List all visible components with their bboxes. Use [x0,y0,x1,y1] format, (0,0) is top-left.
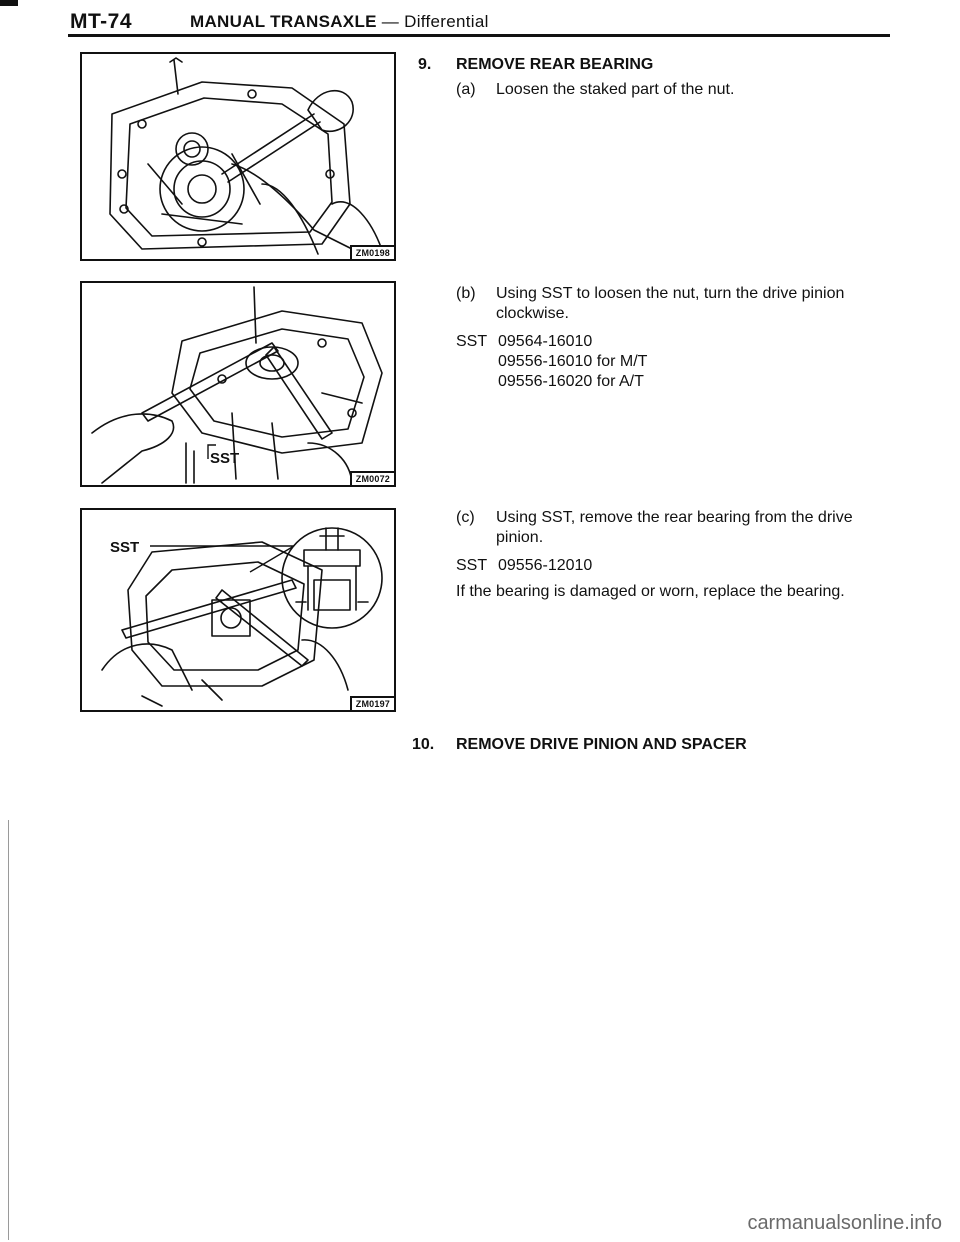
scan-edge-line [8,820,9,1240]
page-title [190,12,489,32]
figure-code: ZM0072 [350,471,394,485]
page-id: MT-74 [70,10,133,33]
illustration-turn-drive-pinion [82,283,394,485]
title-separator: — [381,12,400,31]
step-9-heading: REMOVE REAR BEARING [456,56,654,73]
figure-zm0197 [80,508,396,712]
step-9b-sst-1: 09564-16010 [498,333,593,350]
step-9c-sst-prefix: SST [456,557,488,574]
figure-zm0072 [80,281,396,487]
figure-zm0198 [80,52,396,261]
step-9-number: 9. [418,56,432,73]
figure-code: ZM0198 [350,245,394,259]
figure-code: ZM0197 [350,696,394,710]
illustration-loosen-nut [82,54,394,259]
step-9b-line1: Using SST to loosen the nut, turn the drive pinion [496,285,845,302]
page-corner-mark [0,0,18,6]
step-10-number: 10. [412,736,435,753]
step-9b-sst-prefix: SST [456,333,488,350]
step-9b-sst-2: 09556-16010 for M/T [498,353,648,370]
step-9b-line2: clockwise. [496,305,569,322]
step-9c-line2: pinion. [496,529,544,546]
title-main: MANUAL TRANSAXLE [190,12,377,31]
step-9c-line1: Using SST, remove the rear bearing from the drive [496,509,853,526]
step-9c-sst-1: 09556-12010 [498,557,593,574]
step-9c-label: (c) [456,509,475,526]
title-section: Differential [404,12,489,31]
step-9c-note: If the bearing is damaged or worn, replace the bearing. [456,583,845,600]
step-9a-text: Loosen the staked part of the nut. [496,81,735,98]
step-9b-label: (b) [456,285,476,302]
sst-callout: SST [110,539,140,556]
watermark: carmanualsonline.info [747,1212,942,1234]
step-9b-sst-3: 09556-16020 for A/T [498,373,644,390]
step-9a-label: (a) [456,81,476,98]
illustration-remove-rear-bearing [82,510,394,710]
step-10-heading: REMOVE DRIVE PINION AND SPACER [456,736,747,753]
header-rule [68,34,890,37]
sst-callout: SST [210,450,240,467]
